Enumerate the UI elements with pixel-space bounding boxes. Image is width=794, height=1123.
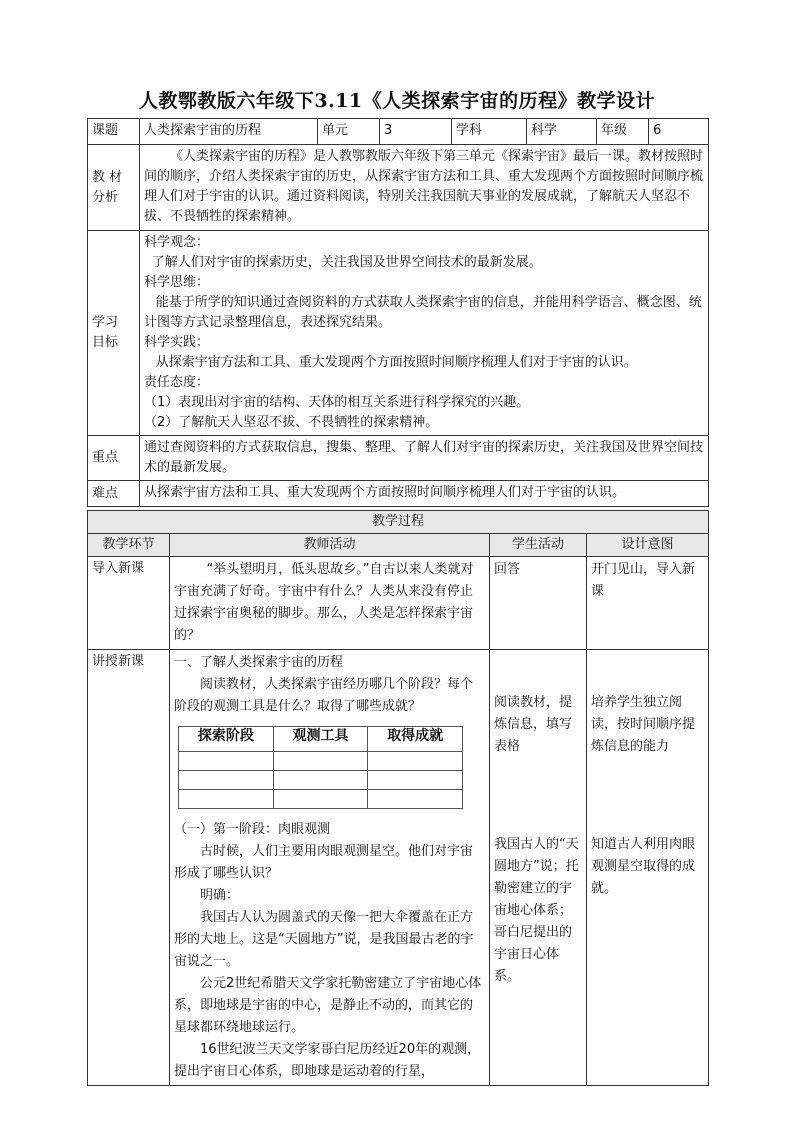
col-header-teacher: 教师活动	[170, 534, 490, 557]
goals-label-line1: 学习	[92, 315, 119, 330]
teach-intent	[587, 650, 709, 1086]
key-point-label: 重点	[88, 436, 140, 481]
goals-label-line2: 目标	[92, 335, 119, 350]
teach-para: 古时候，人们主要用肉眼观测星空。他们对宇宙形成了哪些认识？	[174, 844, 474, 881]
teach-teacher	[170, 650, 490, 1086]
difficulty-text: 从探索宇宙方法和工具、重大发现两个方面按照时间顺序梳理人们对于宇宙的认识。	[140, 481, 709, 507]
grade-value: 6	[649, 119, 709, 145]
col-header-student: 学生活动	[490, 534, 587, 557]
key-point-text: 通过查阅资料的方式获取信息，搜集、整理、了解人们对宇宙的探索历史，关注我国及世界空间技术的最新发展。	[140, 436, 709, 481]
unit-value: 3	[380, 119, 452, 145]
col-header-intent: 设计意图	[587, 534, 709, 557]
grade-label: 年级	[597, 119, 649, 145]
goal-line: 科学观念：	[144, 235, 210, 250]
teach-student	[490, 650, 587, 1086]
teach-heading: 一、了解人类探索宇宙的历程	[174, 655, 344, 670]
stage-table-cell	[368, 752, 463, 771]
process-table	[87, 510, 709, 1086]
stage-table-header: 探索阶段	[179, 727, 274, 752]
goals-label	[88, 231, 140, 436]
stage-table-cell	[179, 771, 274, 790]
subject-value: 科学	[527, 119, 597, 145]
goal-line: 科学思维：	[144, 275, 210, 290]
info-table	[87, 118, 709, 507]
unit-label: 单元	[318, 119, 380, 145]
document-title: 人教鄂教版六年级下3.11《人类探索宇宙的历程》教学设计	[138, 90, 656, 112]
teach-para: 我国古人认为圆盖式的天像一把大伞覆盖在正方形的大地上。这是“天圆地方”说，是我国最古老的宇宙说之一。	[174, 910, 474, 969]
goal-line: 责任态度：	[144, 375, 210, 390]
stage-table-cell	[368, 790, 463, 809]
teach-para: 16世纪波兰天文学家哥白尼历经近20年的观测，提出宇宙日心体系，即地球是运动着的行星，	[174, 1042, 481, 1079]
difficulty-label: 难点	[88, 481, 140, 507]
stage-table-header: 观测工具	[273, 727, 368, 752]
analysis-label-line2: 分析	[92, 189, 119, 205]
stage-table-cell	[273, 771, 368, 790]
intent-1: 培养学生独立阅读，按时间顺序提炼信息的能力	[591, 695, 696, 754]
student-activity-1: 阅读教材，提炼信息，填写表格	[494, 695, 573, 754]
intro-student: 回答	[490, 557, 587, 650]
goal-line: （2）了解航天人坚忍不拔、不畏牺牲的探索精神。	[144, 415, 439, 430]
stage-table-header: 取得成就	[368, 727, 463, 752]
intent-2: 知道古人利用肉眼观测星空取得的成就。	[591, 837, 696, 896]
analysis-label-line1: 教 材	[92, 169, 123, 185]
stage-table	[178, 726, 463, 809]
goal-line: 从探索宇宙方法和工具、重大发现两个方面按照时间顺序梳理人们对于宇宙的认识。	[155, 355, 637, 370]
course-label: 课题	[88, 119, 140, 145]
teach-clarify: 明确：	[200, 888, 240, 903]
process-header: 教学过程	[88, 511, 709, 534]
stage-table-cell	[179, 790, 274, 809]
intro-teacher: “举头望明月，低头思故乡。”自古以来人类就对宇宙充满了好奇。宇宙中有什么？人类从来没有停止过探索宇宙奥秘的脚步。那么，人类是怎样探索宇宙的？	[170, 557, 490, 650]
col-header-stage: 教学环节	[88, 534, 170, 557]
analysis-text: 《人类探索宇宙的历程》是人教鄂教版六年级下第三单元《探索宇宙》最后一课。教材按照时间的顺序，介绍人类探索宇宙的历史，从探索宇宙方法和工具、重大发现两个方面按照时间顺序梳理人们对于宇宙的认识。通过资料阅读，特别关注我国航天事业的发展成就，了解航天人坚忍不拔、不畏牺牲的探索精神。	[140, 145, 709, 231]
stage-table-cell	[273, 752, 368, 771]
stage-table-cell	[368, 771, 463, 790]
teach-stage: 讲授新课	[88, 650, 170, 1086]
analysis-label	[88, 145, 140, 231]
goal-line: 科学实践：	[144, 335, 210, 350]
student-activity-2: 我国古人的“天圆地方”说；托勒密建立的宇宙地心体系；哥白尼提出的宇宙日心体系。	[494, 837, 579, 984]
goals-content	[140, 231, 709, 436]
stage-table-cell	[273, 790, 368, 809]
intro-stage: 导入新课	[88, 557, 170, 650]
teach-subheading: （一）第一阶段：肉眼观测	[174, 822, 331, 837]
goal-line: （1）表现出对宇宙的结构、天体的相互关系进行科学探究的兴趣。	[144, 395, 530, 410]
goal-line: 了解人们对宇宙的探索历史，关注我国及世界空间技术的最新发展。	[151, 255, 542, 270]
goal-line: 能基于所学的知识通过查阅资料的方式获取人类探索宇宙的信息，并能用科学语言、概念图、统计图等方式记录整理信息，表述探究结果。	[144, 295, 702, 330]
teach-question: 阅读教材，人类探索宇宙经历哪几个阶段？每个阶段的观测工具是什么？取得了哪些成就？	[174, 677, 474, 714]
stage-table-cell	[179, 752, 274, 771]
course-value: 人类探索宇宙的历程	[140, 119, 318, 145]
intro-intent: 开门见山，导入新课	[587, 557, 709, 650]
subject-label: 学科	[452, 119, 527, 145]
teach-para: 公元2世纪希腊天文学家托勒密建立了宇宙地心体系，即地球是宇宙的中心，是静止不动的，而其它的星球都环绕地球运行。	[174, 976, 482, 1035]
